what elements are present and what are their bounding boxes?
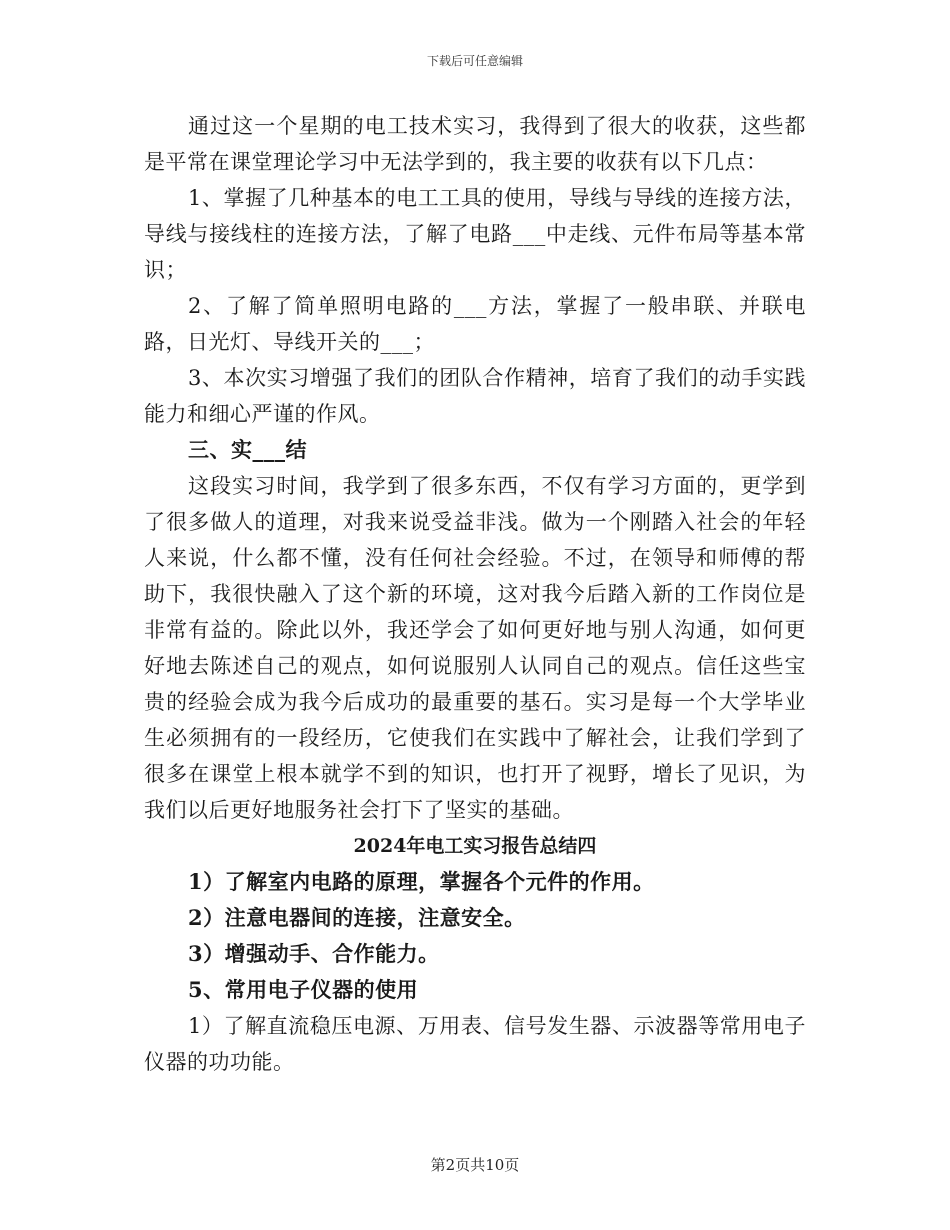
goal-item-1: 1）了解室内电路的原理，掌握各个元件的作用。 xyxy=(188,869,655,894)
summary-paragraph: 这段实习时间，我学到了很多东西，不仅有学习方面的，更学到了很多做人的道理，对我来说受益非浅。做为一个刚踏入社会的年轻人来说，什么都不懂，没有任何社会经验。不过，在领导和师傅的帮助下，我很快融入了这个新的环境，这对我今后踏入新的工作岗位是非常有益的。除此以外，我还学会了如何更好地与别人沟通，如何更好地去陈述自己的观点，如何说服别人认同自己的观点。信任这些宝贵的经验会成为我今后成功的最重要的基石。实习是每一个大学毕业生必须拥有的一段经历，它使我们在实践中了解社会，让我们学到了很多在课堂上根本就学不到的知识，也打开了视野，增长了见识，为我们以后更好地服务社会打下了坚实的基础。 xyxy=(144,474,806,822)
gain-item-2: 2、了解了简单照明电路的___方法，掌握了一般串联、并联电路，日光灯、导线开关的___； xyxy=(144,294,806,354)
instrument-paragraph: 1）了解直流稳压电源、万用表、信号发生器、示波器等常用电子仪器的功功能。 xyxy=(144,1014,806,1074)
document-body xyxy=(144,108,806,1080)
page-footer: 第2页共10页 xyxy=(430,1156,520,1174)
goal-item-2: 2）注意电器间的连接，注意安全。 xyxy=(188,905,526,930)
subsection-heading: 5、常用电子仪器的使用 xyxy=(188,977,419,1002)
section-heading: 三、实___结 xyxy=(188,437,307,462)
intro-paragraph: 通过这一个星期的电工技术实习，我得到了很大的收获，这些都是平常在课堂理论学习中无法学到的，我主要的收获有以下几点： xyxy=(144,114,806,174)
goal-item-3: 3）增强动手、合作能力。 xyxy=(188,941,440,966)
report-title: 2024年电工实习报告总结四 xyxy=(353,835,597,857)
gain-item-1: 1、掌握了几种基本的电工工具的使用，导线与导线的连接方法，导线与接线柱的连接方法，了解了电路___中走线、元件布局等基本常识； xyxy=(144,186,806,282)
gain-item-3: 3、本次实习增强了我们的团队合作精神，培育了我们的动手实践能力和细心严谨的作风。 xyxy=(144,366,806,426)
page-header: 下载后可任意编辑 xyxy=(426,54,523,68)
